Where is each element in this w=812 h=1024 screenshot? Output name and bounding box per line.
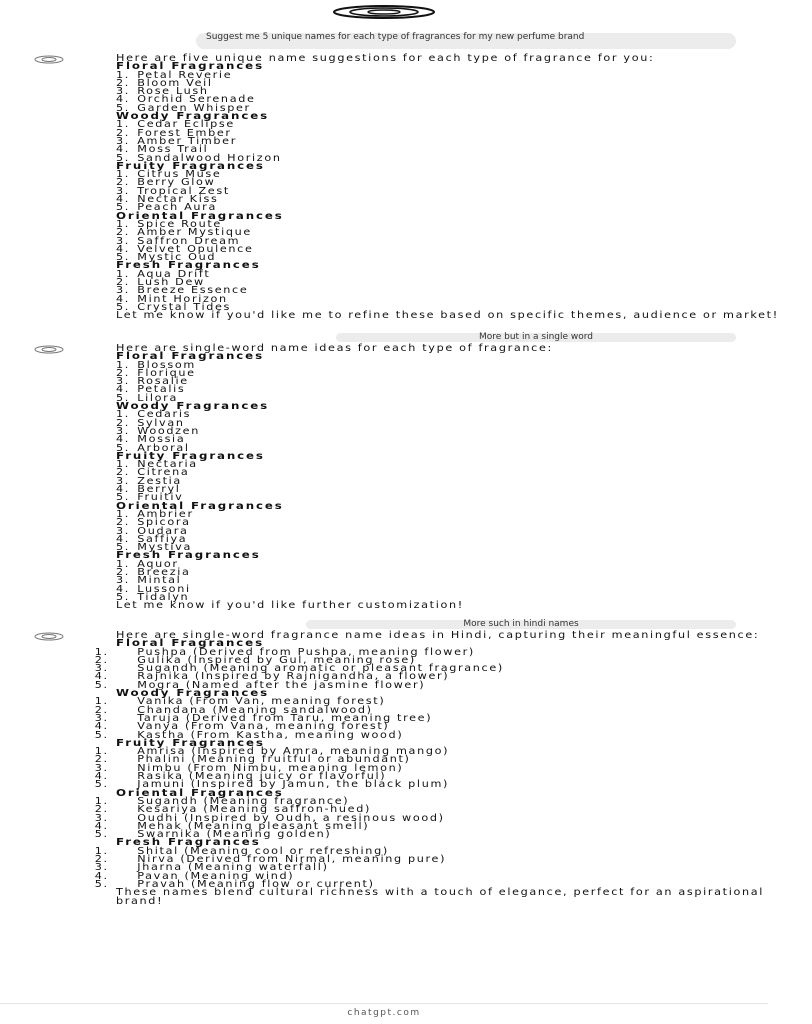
item-text: Lilora [137, 392, 178, 404]
list-item: 4. Rajnika (Inspired by Rajnigandha, a flower) [94, 671, 450, 683]
item-text: Rose Lush [137, 86, 209, 98]
list-item: 4. Petalis [116, 384, 186, 396]
list-item: 2. Bloom Veil [116, 77, 213, 89]
list-item: 1. Nectaria [116, 459, 198, 471]
list-item: 1. Petal Reverie [116, 69, 233, 81]
response-outro: Let me know if you'd like me to refine these based on specific themes, audience or market! [116, 310, 779, 322]
item-text: Lussoni [137, 583, 191, 595]
list-item: 1. Spice Route [116, 218, 222, 230]
section-heading: Woody Fragrances [116, 111, 270, 123]
item-text: Swarnika (Meaning golden) [137, 829, 332, 841]
item-text: Mossia [137, 434, 186, 446]
list-item: 1. Shital (Meaning cool or refreshing) [94, 845, 389, 857]
item-text: Berry Glow [137, 177, 216, 189]
item-text: Woodzen [137, 425, 200, 437]
item-text: Mystiva [137, 542, 192, 554]
list-item: 2. Forest Ember [116, 127, 232, 139]
list-item: 2. Breezia [116, 567, 191, 579]
list-item: 1. Amrisa (Inspired by Amra, meaning mango) [94, 746, 450, 758]
item-text: Forest Ember [137, 127, 232, 139]
list-item: 2. Chandana (Meaning sandalwood) [94, 704, 373, 716]
item-text: Kesariya (Meaning saffron-hued) [137, 804, 372, 816]
item-text: Crystal Tides [137, 301, 232, 313]
section-heading: Fruity Fragrances [116, 450, 265, 462]
list-item: 5. Mystic Oud [116, 252, 217, 264]
list-item: 4. Pavan (Meaning wind) [94, 870, 295, 882]
item-text: Rasika (Meaning juicy or flavorful) [137, 771, 387, 783]
item-text: Zestia [137, 475, 182, 487]
list-item: 5. Tidalyn [116, 591, 190, 603]
item-text: Cedar Eclipse [137, 119, 235, 131]
response-outro: These names blend cultural richness with a touch of elegance, perfect for an aspirational brand! [116, 887, 765, 907]
item-text: Saffron Dream [137, 235, 241, 247]
section-heading: Floral Fragrances [116, 351, 264, 363]
section-heading: Oriental Fragrances [116, 787, 284, 799]
item-text: Rosalie [137, 376, 189, 388]
item-text: Cedaris [137, 409, 192, 421]
assistant-avatar-icon [34, 55, 64, 64]
item-text: Tidalyn [137, 591, 190, 603]
list-item: 5. Mystiva [116, 542, 192, 554]
list-item: 1. Aquor [116, 558, 179, 570]
list-item: 3. Amber Timber [116, 135, 238, 147]
name-list [116, 268, 812, 313]
item-text: Tropical Zest [137, 185, 230, 197]
item-text: Pushpa (Derived from Pushpa, meaning flower) [137, 646, 475, 658]
list-item: 1. Pushpa (Derived from Pushpa, meaning flower) [94, 646, 475, 658]
item-text: Lush Dew [137, 277, 205, 289]
item-text: Aquor [137, 558, 179, 570]
item-text: Pravah (Meaning flow or current) [137, 878, 375, 890]
list-item: 5. Pravah (Meaning flow or current) [94, 878, 375, 890]
list-item: 3. Oudara [116, 525, 189, 537]
item-text: Jharna (Meaning waterfall) [137, 862, 329, 874]
name-list [116, 558, 812, 603]
user-message: More such in hindi names [306, 620, 736, 629]
list-item: 4. Moss Trail [116, 144, 209, 156]
assistant-response [94, 630, 812, 1000]
assistant-avatar-icon [34, 345, 64, 354]
item-text: Garden Whisper [137, 102, 251, 114]
assistant-avatar-icon [34, 632, 64, 641]
list-item: 4. Mint Horizon [116, 293, 228, 305]
section-heading: Fresh Fragrances [116, 260, 261, 272]
list-item: 4. Nectar Kiss [116, 194, 219, 206]
item-text: Vanika (From Van, meaning forest) [137, 696, 386, 708]
name-list [116, 461, 812, 502]
list-item: 3. Saffron Dream [116, 235, 241, 247]
section-heading: Oriental Fragrances [116, 210, 284, 222]
list-item: 1. Sugandh (Meaning fragrance) [94, 795, 350, 807]
list-item: 5. Lilora [116, 392, 178, 404]
list-item: 2. Berry Glow [116, 177, 216, 189]
list-item: 5. Swarnika (Meaning golden) [94, 829, 332, 841]
assistant-response [116, 55, 812, 330]
item-text: Breeze Essence [137, 285, 249, 297]
name-list [116, 69, 812, 114]
list-item: 3. Mintal [116, 575, 182, 587]
list-item: 1. Vanika (From Van, meaning forest) [94, 696, 386, 708]
item-text: Mintal [137, 575, 182, 587]
list-item: 4. Mehak (Meaning pleasant smell) [94, 820, 370, 832]
list-item: 1. Blossom [116, 359, 196, 371]
list-item: 2. Citrena [116, 467, 190, 479]
list-item: 5. Peach Aura [116, 202, 217, 214]
list-item: 1. Citrus Muse [116, 169, 222, 181]
item-text: Sandalwood Horizon [137, 152, 282, 164]
item-text: Shital (Meaning cool or refreshing) [137, 845, 389, 857]
list-item: 2. Amber Mystique [116, 227, 252, 239]
name-list [116, 171, 812, 212]
list-item: 1. Ambrier [116, 508, 194, 520]
name-list [94, 746, 812, 791]
item-text: Arboral [137, 442, 190, 454]
item-text: Pavan (Meaning wind) [137, 870, 295, 882]
item-text: Fruitiv [137, 492, 184, 504]
section-heading: Floral Fragrances [116, 638, 264, 650]
list-item: 4. Saffiya [116, 533, 188, 545]
item-text: Chandana (Meaning sandalwood) [137, 704, 373, 716]
list-item: 3. Sugandh (Meaning aromatic or pleasant fragrance) [94, 663, 504, 675]
list-item: 2. Phalini (Meaning fruitful or abundant) [94, 754, 411, 766]
item-text: Rajnika (Inspired by Rajnigandha, a flower) [137, 671, 450, 683]
list-item: 4. Lussoni [116, 583, 191, 595]
item-text: Blossom [137, 359, 196, 371]
list-item: 4. Orchid Serenade [116, 94, 256, 106]
item-text: Mystic Oud [137, 252, 217, 264]
section-heading: Fruity Fragrances [116, 737, 265, 749]
item-text: Mint Horizon [137, 293, 228, 305]
name-list [94, 795, 812, 841]
list-item: 3. Jharna (Meaning waterfall) [94, 862, 329, 874]
item-text: Spice Route [137, 218, 222, 230]
list-item: 3. Oudhi (Inspired by Oudh, a resinous wood) [94, 812, 445, 824]
list-item: 2. Nirva (Derived from Nirmal, meaning pure) [94, 854, 447, 866]
list-item: 3. Taruja (Derived from Taru, meaning tree) [94, 712, 433, 724]
list-item: 2. Gulika (Inspired by Gul, meaning rose) [94, 654, 416, 666]
name-list [116, 508, 812, 554]
item-text: Bloom Veil [137, 77, 213, 89]
item-text: Oudara [137, 525, 189, 537]
item-text: Amber Timber [137, 135, 238, 147]
item-text: Velvet Opulence [137, 243, 254, 255]
item-text: Citrena [137, 467, 190, 479]
list-item: 4. Velvet Opulence [116, 243, 254, 255]
item-text: Petal Reverie [137, 69, 233, 81]
list-item: 1. Aqua Drift [116, 268, 211, 280]
name-list [94, 845, 812, 890]
item-text: Kastha (From Kastha, meaning wood) [137, 729, 404, 741]
item-text: Breezia [137, 567, 191, 579]
section-heading: Oriental Fragrances [116, 500, 284, 512]
list-item: 3. Woodzen [116, 425, 200, 437]
item-text: Berryl [137, 484, 181, 496]
item-text: Orchid Serenade [137, 94, 256, 106]
section-heading: Floral Fragrances [116, 61, 264, 73]
user-message: More but in a single word [336, 333, 736, 342]
item-text: Ambrier [137, 508, 194, 520]
list-item: 5. Crystal Tides [116, 301, 232, 313]
list-item: 3. Breeze Essence [116, 285, 249, 297]
item-text: Sylvan [137, 417, 185, 429]
item-text: Petalis [137, 384, 186, 396]
footer-domain: chatgpt.com [347, 1008, 421, 1018]
item-text: Jamuni (Inspired by Jamun, the black plum) [137, 779, 450, 791]
item-text: Nectar Kiss [137, 194, 219, 206]
footer-divider [0, 1003, 768, 1004]
response-outro: Let me know if you'd like further customization! [116, 600, 464, 612]
name-list [94, 646, 812, 691]
item-text: Florique [137, 367, 196, 379]
list-item: 2. Florique [116, 367, 196, 379]
list-item: 3. Zestia [116, 475, 182, 487]
section-heading: Fresh Fragrances [116, 550, 261, 562]
user-message: Suggest me 5 unique names for each type of fragrances for my new perfume brand [196, 33, 736, 49]
section-heading: Woody Fragrances [116, 401, 270, 413]
item-text: Spicora [137, 517, 191, 529]
item-text: Nimbu (From Nimbu, meaning lemon) [137, 762, 404, 774]
list-item: 5. Fruitiv [116, 492, 184, 504]
list-item: 1. Cedaris [116, 409, 192, 421]
item-text: Peach Aura [137, 202, 217, 214]
item-text: Oudhi (Inspired by Oudh, a resinous wood) [137, 812, 445, 824]
list-item: 1. Cedar Eclipse [116, 119, 235, 131]
name-list [116, 121, 812, 162]
item-text: Citrus Muse [137, 169, 222, 181]
list-item: 5. Arboral [116, 442, 190, 454]
list-item: 2. Spicora [116, 517, 191, 529]
list-item: 5. Kastha (From Kastha, meaning wood) [94, 729, 404, 741]
name-list [116, 359, 812, 404]
item-text: Sugandh (Meaning fragrance) [137, 795, 350, 807]
list-item: 5. Jamuni (Inspired by Jamun, the black plum) [94, 779, 450, 791]
item-text: Saffiya [137, 533, 188, 545]
item-text: Moss Trail [137, 144, 209, 156]
list-item: 2. Lush Dew [116, 277, 205, 289]
item-text: Mehak (Meaning pleasant smell) [137, 820, 370, 832]
item-text: Mogra (Named after the jasmine flower) [137, 679, 426, 691]
list-item: 5. Sandalwood Horizon [116, 152, 282, 164]
list-item: 3. Nimbu (From Nimbu, meaning lemon) [94, 762, 404, 774]
name-list [94, 696, 812, 741]
response-intro: Here are five unique name suggestions for each type of fragrance for you: [116, 53, 655, 64]
list-item: 4. Mossia [116, 434, 186, 446]
item-text: Sugandh (Meaning aromatic or pleasant fragrance) [137, 663, 504, 675]
item-text: Nectaria [137, 459, 198, 471]
list-item: 4. Vanya (From Vana, meaning forest) [94, 721, 390, 733]
list-item: 5. Mogra (Named after the jasmine flower) [94, 679, 426, 691]
chatgpt-logo [332, 5, 436, 19]
section-heading: Fruity Fragrances [116, 160, 265, 172]
assistant-response [116, 345, 812, 615]
item-text: Phalini (Meaning fruitful or abundant) [137, 754, 411, 766]
name-list [116, 218, 812, 264]
item-text: Nirva (Derived from Nirmal, meaning pure) [137, 854, 447, 866]
list-item: 5. Garden Whisper [116, 102, 251, 114]
section-heading: Woody Fragrances [116, 688, 270, 700]
item-text: Amber Mystique [137, 227, 252, 239]
list-item: 4. Rasika (Meaning juicy or flavorful) [94, 771, 387, 783]
item-text: Taruja (Derived from Taru, meaning tree) [137, 712, 433, 724]
list-item: 2. Sylvan [116, 417, 185, 429]
list-item: 2. Kesariya (Meaning saffron-hued) [94, 804, 372, 816]
item-text: Amrisa (Inspired by Amra, meaning mango) [137, 746, 450, 758]
list-item: 3. Tropical Zest [116, 185, 230, 197]
response-intro: Here are single-word fragrance name ideas in Hindi, capturing their meaningful essence: [116, 630, 760, 641]
response-intro: Here are single-word name ideas for each type of fragrance: [116, 343, 553, 354]
item-text: Vanya (From Vana, meaning forest) [137, 721, 390, 733]
list-item: 4. Berryl [116, 484, 181, 496]
name-list [116, 411, 812, 452]
section-heading: Fresh Fragrances [116, 837, 261, 849]
item-text: Aqua Drift [137, 268, 211, 280]
list-item: 3. Rosalie [116, 376, 189, 388]
list-item: 3. Rose Lush [116, 86, 209, 98]
item-text: Gulika (Inspired by Gul, meaning rose) [137, 654, 416, 666]
